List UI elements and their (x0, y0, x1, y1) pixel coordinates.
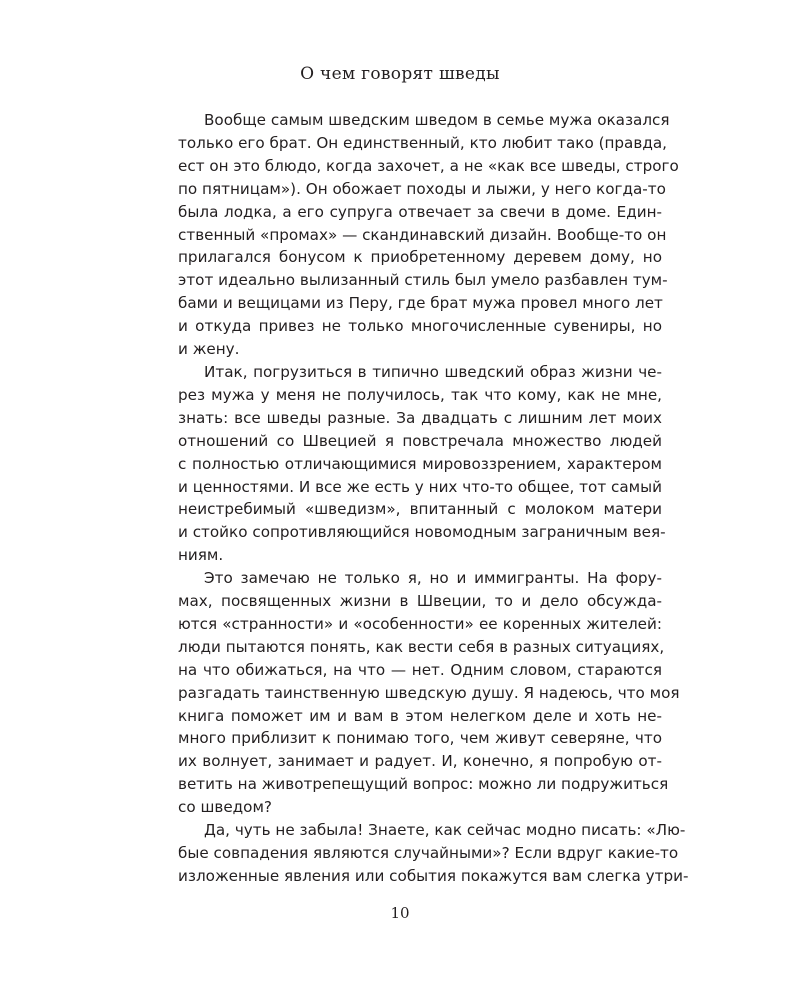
text-line: знать: все шведы разные. За двадцать с лишним лет моих (178, 408, 662, 427)
text-line: Да, чуть не забыла! Знаете, как сейчас модно писать: «Лю- (204, 821, 686, 840)
text-line: со шведом? (178, 798, 272, 817)
text-line: и стойко сопротивляющийся новомодным заграничным вея- (178, 523, 666, 542)
text-line: была лодка, а его супруга отвечает за свечи в доме. Един- (178, 202, 662, 221)
text-line: отношений со Швецией я повстречала множество людей (178, 431, 662, 450)
text-line: только его брат. Он единственный, кто любит тако (правда, (178, 133, 667, 152)
text-line: их волнует, занимает и радует. И, конечно, я попробую от- (178, 752, 662, 771)
text-line: ест он это блюдо, когда захочет, а не «как все шведы, строго (178, 156, 679, 175)
text-line: ются «странности» и «особенности» ее коренных жителей: (178, 614, 662, 633)
text-line: по пятницам»). Он обожает походы и лыжи, у него когда-то (178, 179, 666, 198)
text-line: бами и вещицами из Перу, где брат мужа провел много лет (178, 294, 663, 313)
text-line: ственный «промах» — скандинавский дизайн. Вообще-то он (178, 225, 667, 244)
text-line: бые совпадения являются случайными»? Если вдруг какие-то (178, 844, 679, 862)
text-line: и откуда привез не только многочисленные сувениры, но (178, 317, 662, 336)
text-line: много приблизит к понимаю того, чем живут северяне, что (178, 729, 662, 748)
text-line: на что обижаться, на что — нет. Одним словом, стараются (178, 660, 662, 679)
text-line: рез мужа у меня не получилось, так что кому, как не мне, (178, 385, 662, 404)
body-text (178, 109, 689, 888)
text-line: и ценностями. И все же есть у них что-то общее, тот самый (178, 477, 662, 496)
text-line: изложенные явления или события покажутся вам слегка утри- (178, 866, 689, 885)
text-line: мах, посвященных жизни в Швеции, то и дело обсужда- (178, 592, 662, 611)
text-line: ниям. (178, 546, 224, 565)
text-line: неистребимый «шведизм», впитанный с молоком матери (178, 500, 662, 519)
text-line: люди пытаются понять, как вести себя в разных ситуациях, (178, 637, 665, 656)
page-number: 10 (390, 904, 410, 922)
text-line: Итак, погрузиться в типично шведский образ жизни че- (204, 362, 662, 381)
text-line: Это замечаю не только я, но и иммигранты. На фору- (204, 569, 662, 588)
text-line: Вообще самым шведским шведом в семье мужа оказался (204, 111, 670, 129)
text-line: разгадать таинственную шведскую душу. Я надеюсь, что моя (178, 683, 680, 702)
paragraph (178, 567, 680, 819)
text-line: и жену. (178, 340, 240, 359)
text-line: книга поможет им и вам в этом нелегком деле и хоть не- (178, 706, 662, 725)
text-line: ветить на животрепещущий вопрос: можно ли подружиться (178, 775, 669, 794)
text-line: этот идеально вылизанный стиль был умело разбавлен тум- (178, 271, 668, 290)
text-line: прилагался бонусом к приобретенному деревем дому, но (178, 248, 662, 267)
paragraph (178, 361, 666, 567)
paragraph (178, 109, 679, 361)
running-head: О чем говорят шведы (300, 64, 500, 84)
paragraph (178, 819, 689, 888)
text-line: с полностью отличающимися мировоззрением, характером (178, 454, 662, 473)
